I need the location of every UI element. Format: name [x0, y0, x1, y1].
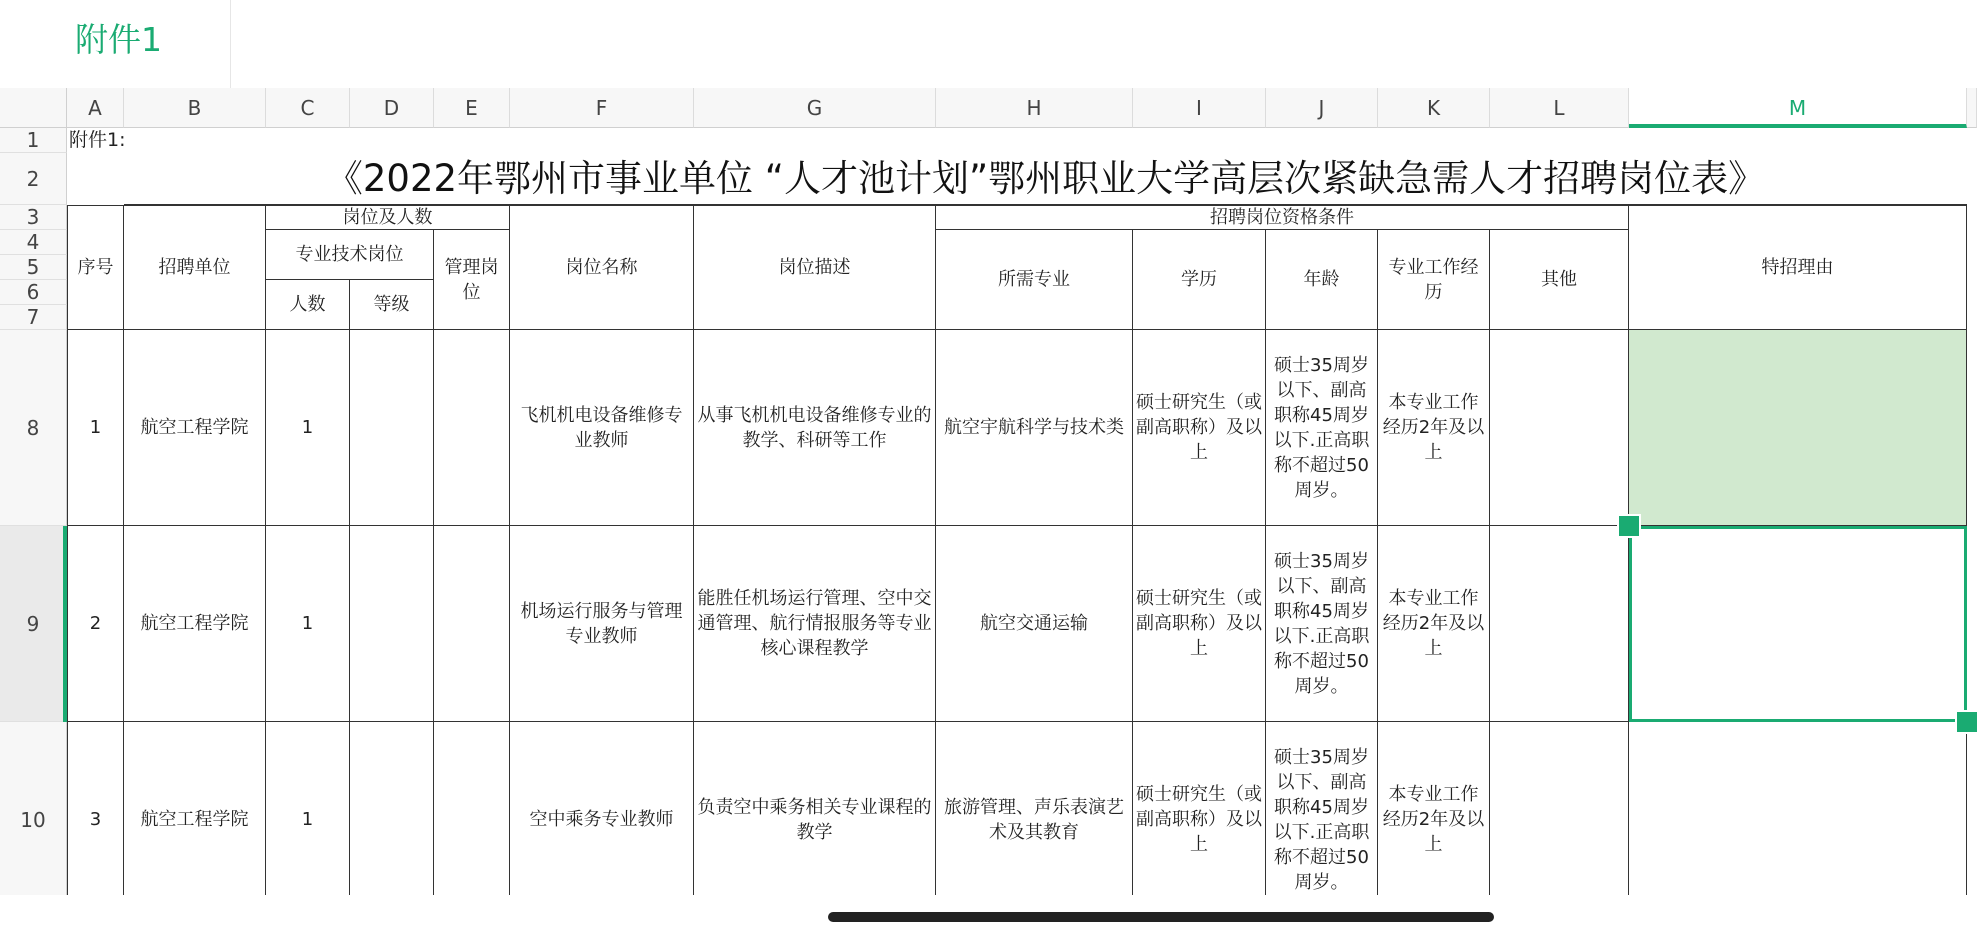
table-cell-other[interactable]: [1490, 722, 1629, 895]
header-post-name[interactable]: 岗位名称: [510, 205, 694, 330]
sheet-tab-bar: [0, 0, 1977, 88]
header-grade[interactable]: 等级: [350, 280, 434, 330]
table-cell-post-desc[interactable]: 负责空中乘务相关专业课程的教学: [694, 722, 936, 895]
header-post-desc[interactable]: 岗位描述: [694, 205, 936, 330]
table-cell-other[interactable]: [1490, 526, 1629, 722]
column-header-d[interactable]: D: [350, 88, 434, 128]
table-cell-mgmt[interactable]: [434, 722, 510, 895]
table-cell-grade[interactable]: [350, 526, 434, 722]
table-cell-work-exp[interactable]: 本专业工作经历2年及以上: [1378, 526, 1490, 722]
table-cell-major[interactable]: 航空宇航科学与技术类: [936, 330, 1133, 526]
row-header-4[interactable]: 4: [0, 230, 67, 255]
header-unit[interactable]: 招聘单位: [124, 205, 266, 330]
header-age[interactable]: 年龄: [1266, 230, 1378, 330]
selection-handle-top-left[interactable]: [1617, 514, 1641, 538]
row-header-9[interactable]: 9: [0, 526, 67, 722]
table-cell-unit[interactable]: 航空工程学院: [124, 526, 266, 722]
header-other[interactable]: 其他: [1490, 230, 1629, 330]
table-cell-unit[interactable]: 航空工程学院: [124, 722, 266, 895]
table-cell-post-name[interactable]: 飞机机电设备维修专业教师: [510, 330, 694, 526]
header-seq[interactable]: 序号: [67, 205, 124, 330]
column-header-e[interactable]: E: [434, 88, 510, 128]
select-all-corner[interactable]: [0, 88, 67, 128]
sheet-tab-label: 附件1: [75, 20, 162, 59]
table-cell-count[interactable]: 1: [266, 526, 350, 722]
header-education[interactable]: 学历: [1133, 230, 1266, 330]
selection-handle-bottom-right[interactable]: [1955, 710, 1977, 734]
column-header-k[interactable]: K: [1378, 88, 1490, 128]
table-cell-post-desc[interactable]: 从事飞机机电设备维修专业的教学、科研等工作: [694, 330, 936, 526]
column-header-a[interactable]: A: [67, 88, 124, 128]
column-header-i[interactable]: I: [1133, 88, 1266, 128]
table-cell-education[interactable]: 硕士研究生（或副高职称）及以上: [1133, 526, 1266, 722]
table-cell-post-name[interactable]: 机场运行服务与管理专业教师: [510, 526, 694, 722]
header-post-count[interactable]: 岗位及人数: [266, 205, 510, 230]
table-cell-major[interactable]: 航空交通运输: [936, 526, 1133, 722]
table-cell-grade[interactable]: [350, 330, 434, 526]
sheet-tab[interactable]: [0, 0, 231, 88]
cell-a1[interactable]: 附件1:: [69, 129, 126, 151]
table-cell-count[interactable]: 1: [266, 722, 350, 895]
header-major[interactable]: 所需专业: [936, 230, 1133, 330]
row-header-10[interactable]: 10: [0, 722, 67, 895]
table-cell-unit[interactable]: 航空工程学院: [124, 330, 266, 526]
table-cell-other[interactable]: [1490, 330, 1629, 526]
table-cell-seq[interactable]: 1: [67, 330, 124, 526]
column-header-c[interactable]: C: [266, 88, 350, 128]
header-qualifications[interactable]: 招聘岗位资格条件: [936, 205, 1629, 230]
row-header-7[interactable]: 7: [0, 305, 67, 330]
table-cell-education[interactable]: 硕士研究生（或副高职称）及以上: [1133, 722, 1266, 895]
table-cell-age[interactable]: 硕士35周岁以下、副高职称45周岁以下.正高职称不超过50周岁。: [1266, 330, 1378, 526]
column-header-m[interactable]: M: [1629, 88, 1967, 128]
header-mgmt-post[interactable]: 管理岗位: [434, 230, 510, 330]
table-cell-mgmt[interactable]: [434, 330, 510, 526]
row-header-5[interactable]: 5: [0, 255, 67, 280]
row-header-1[interactable]: 1: [0, 128, 67, 153]
table-cell-grade[interactable]: [350, 722, 434, 895]
column-header-g[interactable]: G: [694, 88, 936, 128]
column-header-h[interactable]: H: [936, 88, 1133, 128]
table-cell-count[interactable]: 1: [266, 330, 350, 526]
header-work-exp[interactable]: 专业工作经历: [1378, 230, 1490, 330]
row-header-8[interactable]: 8: [0, 330, 67, 526]
horizontal-scrollbar[interactable]: [828, 912, 1494, 922]
spreadsheet-grid[interactable]: [0, 88, 1977, 895]
column-header-j[interactable]: J: [1266, 88, 1378, 128]
column-header-l[interactable]: L: [1490, 88, 1629, 128]
header-count[interactable]: 人数: [266, 280, 350, 330]
cell-selection-box: [1629, 526, 1967, 722]
table-cell-education[interactable]: 硕士研究生（或副高职称）及以上: [1133, 330, 1266, 526]
column-header-n[interactable]: [1967, 88, 1977, 128]
table-cell-seq[interactable]: 2: [67, 526, 124, 722]
row-header-2[interactable]: 2: [0, 153, 67, 205]
header-tech-post[interactable]: 专业技术岗位: [266, 230, 434, 280]
table-cell-work-exp[interactable]: 本专业工作经历2年及以上: [1378, 722, 1490, 895]
table-cell-work-exp[interactable]: 本专业工作经历2年及以上: [1378, 330, 1490, 526]
row-header-6[interactable]: 6: [0, 280, 67, 305]
table-title[interactable]: 《2022年鄂州市事业单位 “人才池计划”鄂州职业大学高层次紧缺急需人才招聘岗位表》: [124, 153, 1967, 205]
column-header-b[interactable]: B: [124, 88, 266, 128]
table-cell-post-desc[interactable]: 能胜任机场运行管理、空中交通管理、航行情报服务等专业核心课程教学: [694, 526, 936, 722]
active-row-indicator: [63, 526, 67, 722]
table-cell-reason[interactable]: [1629, 722, 1967, 895]
table-cell-mgmt[interactable]: [434, 526, 510, 722]
table-cell-seq[interactable]: 3: [67, 722, 124, 895]
table-cell-post-name[interactable]: 空中乘务专业教师: [510, 722, 694, 895]
row-header-3[interactable]: 3: [0, 205, 67, 230]
table-cell-age[interactable]: 硕士35周岁以下、副高职称45周岁以下.正高职称不超过50周岁。: [1266, 526, 1378, 722]
table-cell-reason-highlighted[interactable]: [1629, 330, 1967, 526]
table-cell-major[interactable]: 旅游管理、声乐表演艺术及其教育: [936, 722, 1133, 895]
header-reason[interactable]: 特招理由: [1629, 205, 1967, 330]
column-header-f[interactable]: F: [510, 88, 694, 128]
table-cell-age[interactable]: 硕士35周岁以下、副高职称45周岁以下.正高职称不超过50周岁。: [1266, 722, 1378, 895]
